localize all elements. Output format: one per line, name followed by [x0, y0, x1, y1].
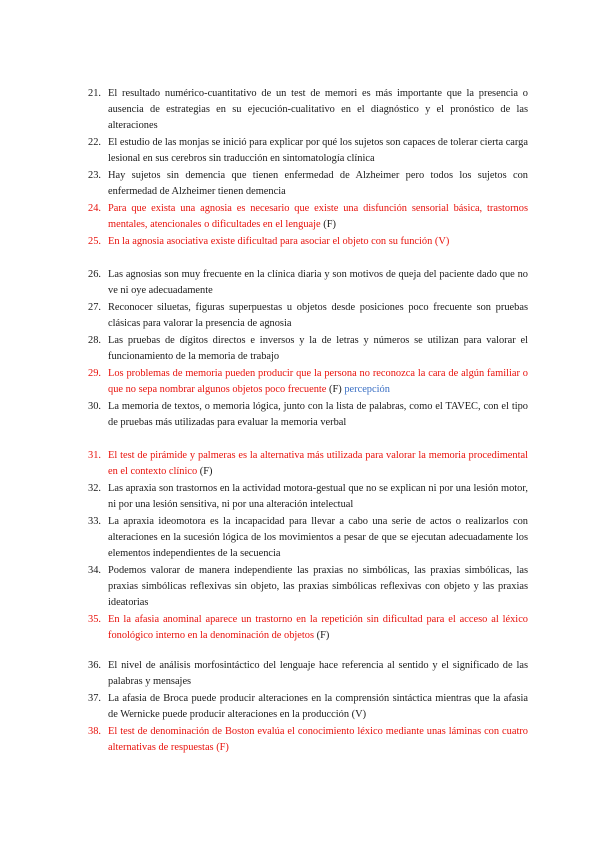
question-number: 22.: [88, 137, 101, 148]
question-number: 29.: [88, 368, 101, 379]
answer-mark: (F): [197, 466, 213, 477]
question-text: La afasia de Broca puede producir alteraciones en la comprensión sintáctica mientras que la afasia de Wernicke puede producir alteraciones en la producción (V): [108, 693, 528, 720]
question-text: Los problemas de memoria pueden producir que la persona no reconozca la cara de algún familiar o que no sepa nombrar algunos objetos poco frecuente: [108, 368, 528, 395]
question-text: El test de pirámide y palmeras es la alternativa más utilizada para valorar la memoria procedimental en el contexto clínico: [108, 450, 528, 477]
question-number: 37.: [88, 693, 101, 704]
question-text: El nivel de análisis morfosintáctico del lenguaje hace referencia al sentido y el significado de las palabras y mensajes: [108, 660, 528, 687]
question-text: En la agnosia asociativa existe dificultad para asociar el objeto con su función (V): [108, 236, 450, 247]
question-text: Las apraxia son trastornos en la actividad motora-gestual que no se explican ni por una lesión motor, ni por una lesión sensitiva, ni por una alteración intelectual: [108, 483, 528, 510]
question-number: 23.: [88, 170, 101, 181]
question-text: Podemos valorar de manera independiente las praxias no simbólicas, las praxias simbólicas, las praxias simbólicas reflexivas sin objeto, las praxias simbólicas reflexivas con objeto y las praxias ideatorias: [108, 565, 528, 608]
question-number: 36.: [88, 660, 101, 671]
question-item: [88, 168, 528, 200]
question-number: 25.: [88, 236, 101, 247]
question-text: Las agnosias son muy frecuente en la clínica diaria y son motivos de queja del paciente dado que no ve ni oye adecuadamente: [108, 269, 528, 296]
question-number: 24.: [88, 203, 101, 214]
question-number: 26.: [88, 269, 101, 280]
question-group-3: [88, 448, 528, 645]
answer-mark: (F): [326, 384, 342, 395]
question-item: [88, 481, 528, 513]
question-text: La memoria de textos, o memoria lógica, junto con la lista de palabras, como el TAVEC, con el tipo de pruebas más utilizadas para evaluar la memoria verbal: [108, 401, 528, 428]
question-item: [88, 333, 528, 365]
question-group-4: [88, 658, 528, 757]
answer-mark: (F): [314, 630, 330, 641]
question-group-1: [88, 86, 528, 251]
question-text: El estudio de las monjas se inició para explicar por qué los sujetos son capaces de tolerar cierta carga lesional en sus cerebros sin traducción en sintomatología clínica: [108, 137, 528, 164]
question-text: El test de denominación de Boston evalúa el conocimiento léxico mediante unas láminas con cuatro alternativas de respuestas (F): [108, 726, 528, 753]
question-number: 34.: [88, 565, 101, 576]
question-item: [88, 399, 528, 431]
question-number: 27.: [88, 302, 101, 313]
question-item: [88, 300, 528, 332]
question-text: El resultado numérico-cuantitativo de un test de memori es más importante que la presencia o ausencia de estrategias en su ejecución-cualitativo en el diagnóstico y el pronóstico de las alteraciones: [108, 88, 528, 131]
question-item-highlighted: [88, 366, 528, 398]
question-number: 28.: [88, 335, 101, 346]
question-item: [88, 691, 528, 723]
annotation-note: percepción: [341, 384, 390, 395]
question-item: [88, 135, 528, 167]
question-number: 32.: [88, 483, 101, 494]
question-text: Hay sujetos sin demencia que tienen enfermedad de Alzheimer pero todos los sujetos con enfermedad de Alzheimer tienen demencia: [108, 170, 528, 197]
question-number: 35.: [88, 614, 101, 625]
question-number: 33.: [88, 516, 101, 527]
question-item-highlighted: [88, 612, 528, 644]
answer-mark: (F): [320, 219, 336, 230]
question-item-highlighted: [88, 724, 528, 756]
question-group-2: [88, 267, 528, 432]
question-item-highlighted: [88, 448, 528, 480]
question-number: 31.: [88, 450, 101, 461]
question-number: 21.: [88, 88, 101, 99]
question-number: 38.: [88, 726, 101, 737]
question-item-highlighted: [88, 234, 528, 250]
question-text: Las pruebas de dígitos directos e inversos y la de letras y números se utilizan para valorar el funcionamiento de la memoria de trabajo: [108, 335, 528, 362]
question-text: La apraxia ideomotora es la incapacidad para llevar a cabo una serie de actos o realizarlos con alteraciones en la sucesión lógica de los movimientos a pesar de que se ejecutan adecuadamente los elementos independientes de la secuencia: [108, 516, 528, 559]
question-text: Reconocer siluetas, figuras superpuestas u objetos desde posiciones poco frecuente son pruebas clásicas para valorar la presencia de agnosia: [108, 302, 528, 329]
question-item: [88, 563, 528, 611]
question-item: [88, 658, 528, 690]
question-text: Para que exista una agnosia es necesario que existe una disfunción sensorial básica, trastornos mentales, atencionales o dificultades en el lenguaje: [108, 203, 528, 230]
question-item-highlighted: [88, 201, 528, 233]
question-item: [88, 86, 528, 134]
question-number: 30.: [88, 401, 101, 412]
question-item: [88, 267, 528, 299]
question-text: En la afasia anominal aparece un trastorno en la repetición sin dificultad para el acceso al léxico fonológico interno en la denominación de objetos: [108, 614, 528, 641]
question-item: [88, 514, 528, 562]
